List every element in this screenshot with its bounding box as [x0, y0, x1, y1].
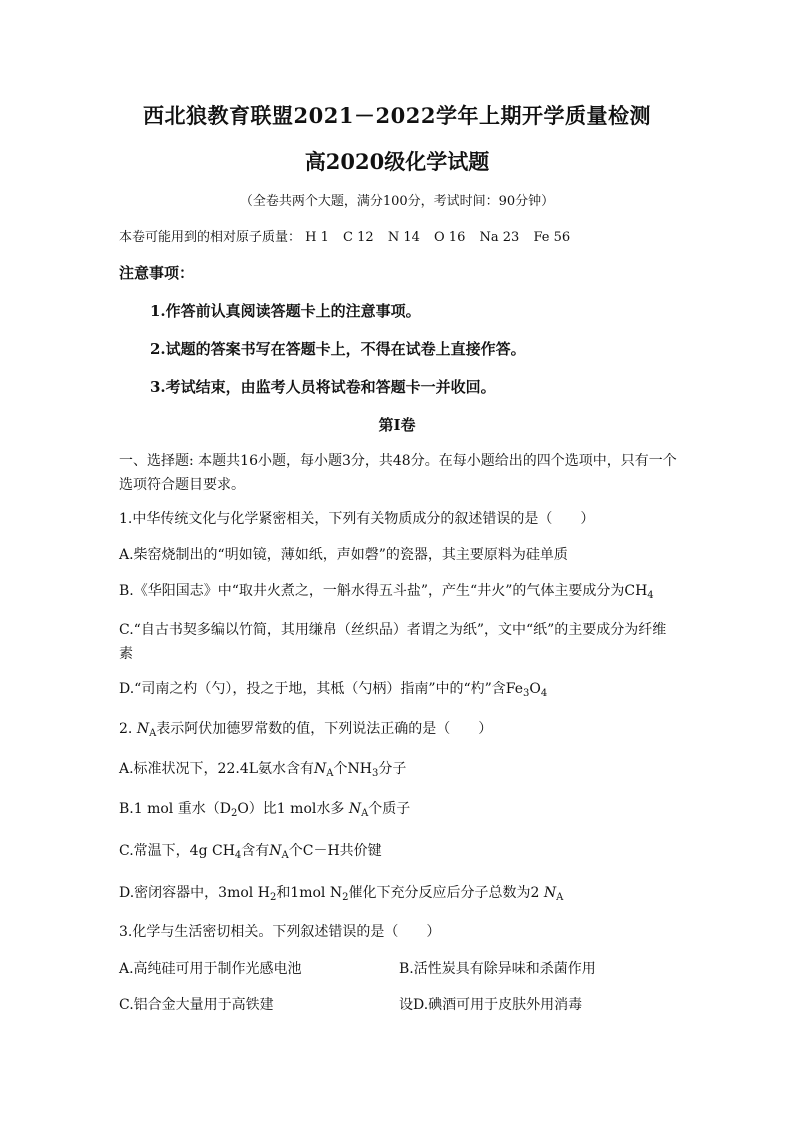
text-part: 个C－H共价键 — [288, 843, 382, 859]
notice-item: 3.考试结束，由监考人员将试卷和答题卡一并收回。 — [150, 378, 496, 396]
atomic-mass-item: O 16 — [434, 230, 466, 245]
notice-heading: 注意事项： — [119, 264, 195, 282]
text-part: D.密闭容器中，3mol H — [119, 885, 270, 901]
text-part: 个质子 — [368, 801, 411, 817]
exam-title-line1: 西北狼教育联盟2021－2022学年上期开学质量检测 — [143, 103, 651, 128]
text-part: A.标准状况下，22.4L氨水含有 — [119, 761, 315, 777]
section-title: 第I卷 — [378, 416, 416, 434]
subscript: 2 — [269, 892, 277, 903]
subscript: A — [281, 850, 289, 861]
q1-option-a: A.柴窑烧制出的“明如镜，薄如纸，声如磬”的瓷器，其主要原料为硅单质 — [119, 547, 568, 563]
atomic-mass-item: C 12 — [343, 230, 374, 245]
text-part: 和1mol N — [276, 885, 343, 901]
atomic-mass-item: H 1 — [305, 230, 329, 245]
q3-option-c: C.铝合金大量用于高铁建 — [119, 997, 274, 1013]
q1-option-b-text: B.《华阳国志》中“取井火煮之，一斛水得五斗盐”，产生“井火”的气体主要成分为CH — [119, 583, 648, 599]
notice-item: 1.作答前认真阅读答题卡上的注意事项。 — [150, 302, 421, 320]
q3-option-a: A.高纯硅可用于制作光感电池 — [119, 961, 302, 977]
avogadro-symbol: N — [314, 761, 327, 777]
subscript: 4 — [540, 688, 548, 699]
q1-option-b — [119, 580, 654, 601]
q3-option-b: B.活性炭具有除异味和杀菌作用 — [399, 961, 596, 977]
subscript: A — [326, 768, 334, 779]
subscript: 2 — [230, 808, 238, 819]
q3-stem: 3.化学与生活密切相关。下列叙述错误的是（ ） — [119, 924, 441, 940]
notice-item: 2.试题的答案书写在答题卡上，不得在试卷上直接作答。 — [150, 340, 526, 358]
subscript: 2 — [342, 892, 349, 903]
q2-option-a — [119, 758, 406, 779]
text-part: 含有 — [241, 843, 270, 859]
avogadro-symbol: N — [543, 885, 557, 901]
q1-option-d — [119, 678, 547, 699]
q1-option-d-text: D.“司南之杓（勺），投之于地，其柢（勺柄）指南”中的“杓”含Fe — [119, 681, 524, 697]
atomic-mass-item: Fe 56 — [533, 230, 571, 245]
instructions: 一、选择题: 本题共16小题，每小题3分，共48分。在每小题给出的四个选项中，只有一个选项符合题目要求。 — [119, 453, 677, 493]
q2-option-d — [119, 882, 563, 903]
text-part: B.1 mol 重水（D — [119, 801, 231, 817]
q2-stem — [119, 718, 492, 739]
subscript: A — [556, 892, 564, 903]
avogadro-symbol: N — [348, 801, 362, 817]
text-part: C.常温下，4g CH — [119, 843, 235, 859]
q2-number: 2. — [119, 721, 137, 737]
subscript: 3 — [371, 768, 379, 779]
text-part: 个NH — [333, 761, 372, 777]
formula-part: O — [529, 681, 541, 697]
subscript: A — [361, 808, 369, 819]
text-part: O）比1 mol水多 — [237, 801, 345, 817]
atomic-mass-item: N 14 — [387, 230, 420, 245]
subscript: 4 — [647, 590, 654, 601]
atomic-mass-item: Na 23 — [479, 230, 520, 245]
q3-option-d: 设D.碘酒可用于皮肤外用消毒 — [399, 997, 583, 1013]
q2-stem-text: 表示阿伏加德罗常数的值，下列说法正确的是（ ） — [156, 721, 493, 737]
subscript: 4 — [234, 850, 242, 861]
avogadro-symbol: N — [136, 721, 150, 737]
subscript: 3 — [523, 688, 530, 699]
subscript: A — [149, 728, 157, 739]
avogadro-symbol: N — [269, 843, 282, 859]
text-part: 催化下充分反应后分子总数为2 — [348, 885, 540, 901]
atomic-mass-label: 本卷可能用到的相对原子质量： — [119, 230, 302, 245]
atomic-mass-line — [119, 226, 570, 245]
text-part: 分子 — [378, 761, 407, 777]
exam-title-line2: 高2020级化学试题 — [304, 149, 490, 174]
q1-option-c: C.“自古书契多编以竹简，其用缣帛（丝织品）者谓之为纸”，文中“纸”的主要成分为纤维素 — [119, 622, 667, 662]
q1-stem: 1.中华传统文化与化学紧密相关，下列有关物质成分的叙述错误的是（ ） — [119, 511, 595, 527]
exam-subtitle: （全卷共两个大题，满分100分，考试时间：90分钟） — [239, 194, 555, 209]
q2-option-b — [119, 798, 410, 819]
q2-option-c — [119, 840, 382, 861]
